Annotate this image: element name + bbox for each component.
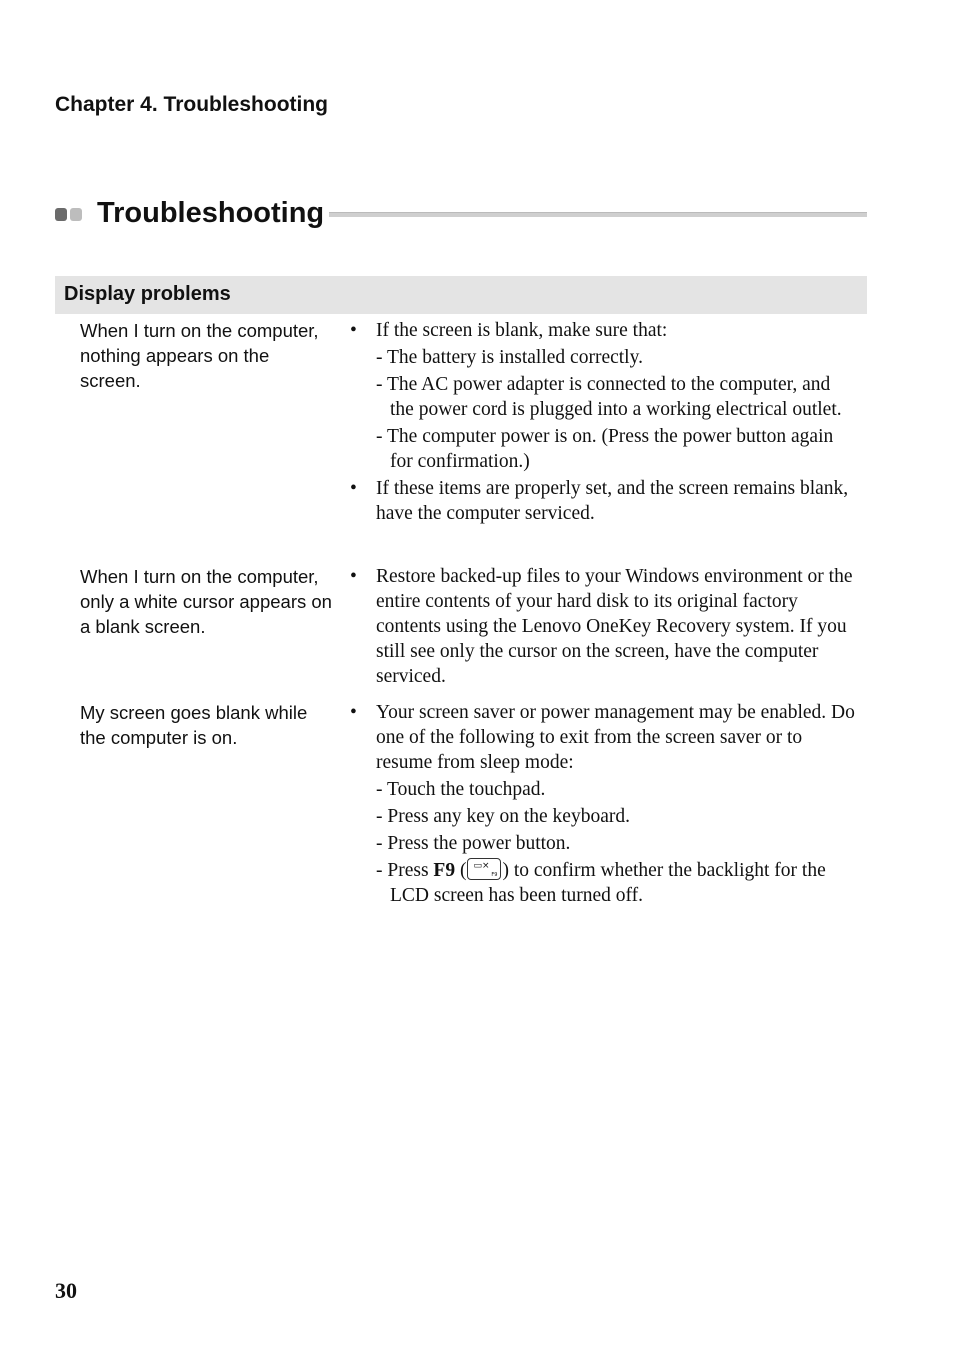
bullet-text: • Restore backed-up files to your Windows environment or the entire contents of your hard disk to its original factory contents using the Lenovo OneKey Recovery system. If you still see only the cursor on the screen, have the computer serviced. [376,566,853,687]
bullet-text: • If these items are properly set, and the screen remains blank, have the computer serviced. [376,478,849,524]
problem-text: My screen goes blank while the computer is on. [80,702,308,748]
solution-bullet [350,318,855,343]
f9-backlight-key-icon [467,858,501,880]
problem-text: When I turn on the computer, only a white cursor appears on a blank screen. [80,566,332,637]
solution-bullet [350,476,855,526]
section-label: Display problems [64,283,231,305]
chapter-header: Chapter 4. Troubleshooting [55,93,329,116]
sub-suffix: ) to confirm whether the backlight for the LCD screen has been turned off. [390,860,826,906]
bullet-text: • If the screen is blank, make sure that: [376,320,668,341]
f9-key-name: F9 [433,860,456,881]
solution-bullet [350,564,855,689]
sub-item: - Touch the touchpad. [376,779,546,800]
sub-item: - Press any key on the keyboard. [376,806,630,827]
title-rule [329,212,867,217]
page-number: 30 [55,1278,77,1303]
title-dots-icon [55,208,85,226]
solution-bullet [350,700,855,775]
sub-item: - The battery is installed correctly. [376,347,643,368]
sub-item: - Press the power button. [376,833,571,854]
light-square-icon [70,208,82,221]
sub-item-f9 [350,858,855,908]
sub-item: - The AC power adapter is connected to the computer, and the power cord is plugged into a working electrical outlet. [376,374,842,420]
page-title: Troubleshooting [97,197,325,229]
sub-prefix: - Press [376,860,434,881]
dark-square-icon [55,208,67,221]
solution [350,318,855,526]
sub-item: - The computer power is on. (Press the power button again for confirmation.) [376,426,834,472]
backlight-off-icon: ▭× [473,861,490,871]
paren-open: ( [455,860,467,881]
key-label: F9 [491,872,498,878]
solution [350,564,855,689]
solution [350,700,855,908]
section-header [55,276,867,314]
title-row [55,196,867,232]
problem-text: When I turn on the computer, nothing appears on the screen. [80,320,319,391]
bullet-text: • Your screen saver or power management may be enabled. Do one of the following to exit from the screen saver or to resume from sleep mode: [376,702,855,773]
